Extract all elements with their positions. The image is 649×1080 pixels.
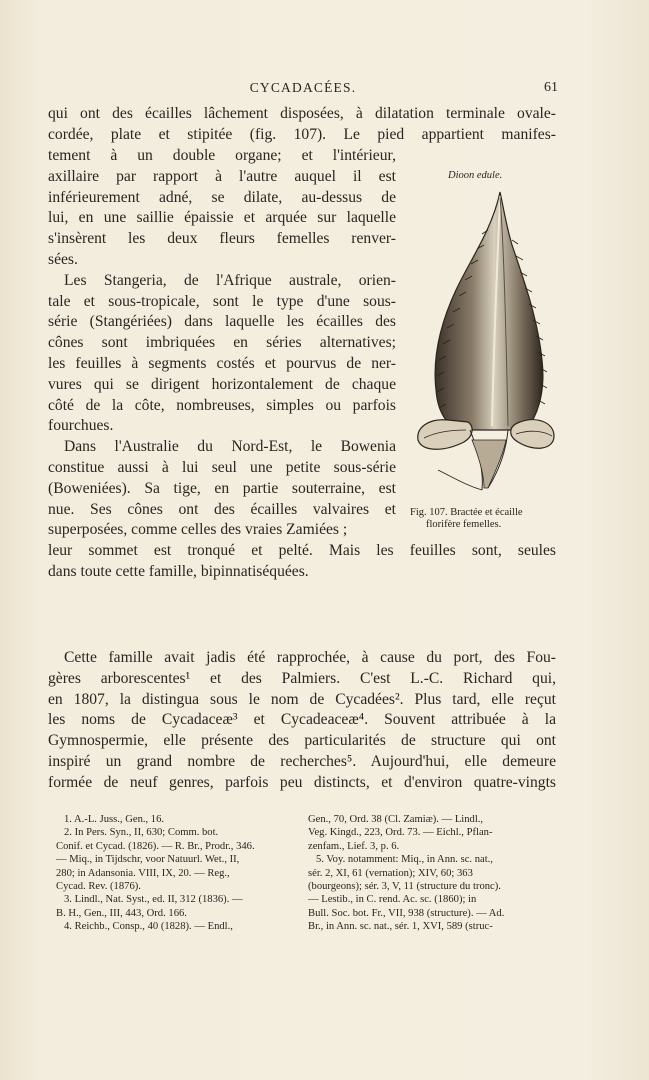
text-line: dans toute cette famille, bipinnatiséquées. <box>48 562 309 580</box>
text-line: axillaire par rapport à l'autre auquel il est <box>48 167 396 185</box>
figure-caption <box>410 507 560 531</box>
footnotes-right-column <box>308 813 548 934</box>
caption-text: Bractée et écaille <box>450 507 523 518</box>
footnote-line: Bull. Soc. bot. Fr., VII, 938 (structure). — Ad. <box>308 907 505 919</box>
text-line: inspiré un grand nombre de recherches⁵. Aujourd'hui, elle demeure <box>48 752 556 770</box>
footnote-line: Veg. Kingd., 223, Ord. 73. — Eichl., Pflan- <box>308 827 493 839</box>
footnote-line: B. H., Gen., III, 443, Ord. 166. <box>56 907 187 919</box>
footnote-line: — Lestib., in C. rend. Ac. sc. (1860); in <box>308 894 477 906</box>
text-line: fourchues. <box>48 417 114 435</box>
footnote-line: 4. Reichb., Consp., 40 (1828). — Endl., <box>64 921 233 933</box>
running-head: CYCADACÉES. <box>249 80 357 95</box>
text-line: côté de la côte, nombreuses, simples ou parfois <box>48 396 396 414</box>
footnote-line: 5. Voy. notamment: Miq., in Ann. sc. nat., <box>316 854 493 866</box>
text-line: sées. <box>48 250 78 268</box>
text-line: cônes sont imbriquées en séries alternatives; <box>48 334 396 352</box>
footnote-line: 1. A.-L. Juss., Gen., 16. <box>64 814 165 825</box>
text-line: gères arborescentes¹ et des Palmiers. C'est L.-C. Richard qui, <box>48 669 556 687</box>
text-line: formée de neuf genres, parfois peu distincts, et d'environ quatre-vingts <box>48 773 556 791</box>
footnote-line: Gen., 70, Ord. 38 (Cl. Zamiæ). — Lindl., <box>308 814 484 825</box>
caption-text: florifère femelles. <box>426 519 502 530</box>
text-line: tement à un double organe; et l'intérieur, <box>48 147 396 164</box>
footnote-line: Conif. et Cycad. (1826). — R. Br., Prodr., 346. <box>56 840 255 852</box>
footnote-line: sér. 2, XI, 61 (vernation); XIV, 60; 363 <box>308 867 473 879</box>
footnote-line: 3. Lindl., Nat. Syst., ed. II, 312 (1836). — <box>64 894 243 906</box>
footnote-line: 2. In Pers. Syn., II, 630; Comm. bot. <box>64 827 219 839</box>
text-line: (Boweniées). Sa tige, en partie souterraine, est <box>48 479 396 497</box>
figure-title: Dioon edule. <box>448 170 503 181</box>
text-line: tale et sous-tropicale, sont le type d'une sous- <box>48 292 396 310</box>
footnote-line: 280; in Adansonia. VIII, IX, 20. — Reg., <box>56 867 230 879</box>
text-line: Cette famille avait jadis été rapprochée, à cause du port, des Fou- <box>64 649 556 666</box>
text-line: Dans l'Australie du Nord-Est, le Bowenia <box>64 438 396 456</box>
text-line: superposées, comme celles des vraies Zamiées ; <box>48 521 348 538</box>
footnotes-left-column <box>56 813 296 934</box>
text-line: cordée, plate et stipitée (fig. 107). Le pied appartient manifes- <box>48 126 556 143</box>
dioon-edule-bract-illustration-icon <box>408 190 558 500</box>
footnote-line: — Miq., in Tijdschr, voor Natuurl. Wet., II, <box>56 854 240 866</box>
footnote-line: Cycad. Rev. (1876). <box>56 881 141 893</box>
narrow-text-column <box>48 146 396 520</box>
footnote-line: zenfam., Lief. 3, p. 6. <box>308 840 400 852</box>
paragraph-2 <box>48 648 556 794</box>
text-line: nue. Ses cônes ont des écailles valvaires et <box>48 500 396 518</box>
text-line: en 1807, la distingua sous le nom de Cycadées². Plus tard, elle reçut <box>48 690 556 708</box>
text-line: série (Stangériées) dans laquelle les écailles des <box>48 313 396 331</box>
text-line: vures qui se dirigent horizontalement de chaque <box>48 375 396 393</box>
footnote-line: (bourgeons); sér. 3, V, 11 (structure du tronc). <box>308 881 501 893</box>
footnote-line: Br., in Ann. sc. nat., sér. 1, XVI, 589 (struc- <box>308 921 493 933</box>
text-line: Gymnospermie, elle présente des particularités de structure qui ont <box>48 732 556 750</box>
text-line: s'insèrent les deux fleurs femelles renver- <box>48 230 396 248</box>
caption-label: Fig. 107. <box>410 507 448 518</box>
text-line: Les Stangeria, de l'Afrique australe, orien- <box>64 271 396 289</box>
text-line: lui, en une saillie épaissie et arquée sur laquelle <box>48 209 396 227</box>
text-line: les noms de Cycadaceæ³ et Cycadeaceæ⁴. Souvent attribuée à la <box>48 711 556 729</box>
text-line: inférieurement adné, se dilate, au-dessus de <box>48 188 396 206</box>
text-line: leur sommet est tronqué et pelté. Mais les feuilles sont, seules <box>48 541 556 559</box>
text-line: qui ont des écailles lâchement disposées, à dilatation terminale ovale- <box>48 105 556 122</box>
page-number: 61 <box>544 80 558 95</box>
text-line: constitue aussi à lui seul une petite sous-série <box>48 458 396 476</box>
text-line: les feuilles à segments costés et pourvus de ner- <box>48 354 396 372</box>
